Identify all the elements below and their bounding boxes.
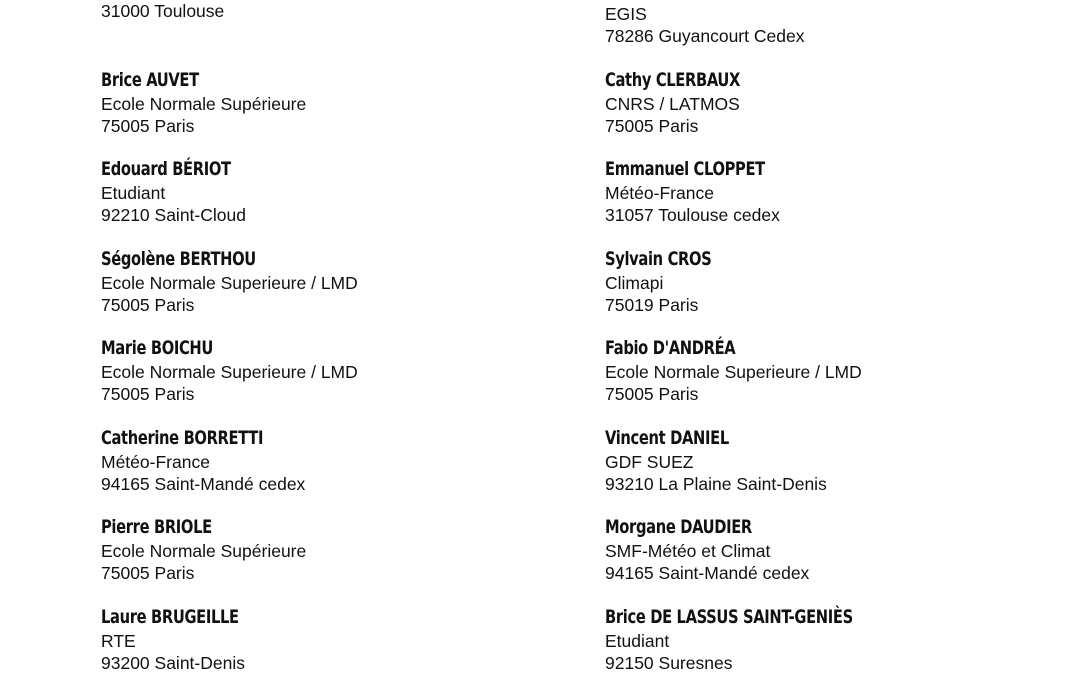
participant-address: 31000 Toulouse — [101, 0, 561, 22]
participant-entry — [101, 68, 561, 158]
participant-entry — [605, 157, 1065, 247]
participant-list-right-column — [605, 0, 1065, 694]
participant-organization: Etudiant — [101, 182, 561, 204]
participant-organization: Etudiant — [605, 630, 1065, 652]
participant-name: Edouard BÉRIOT — [101, 157, 497, 182]
participant-entry — [605, 336, 1065, 426]
participant-name: Marie BOICHU — [101, 336, 497, 361]
participant-organization: Météo-France — [605, 182, 1065, 204]
participant-address: 93200 Saint-Denis — [101, 652, 561, 674]
participant-organization: Ecole Normale Superieure / LMD — [101, 361, 561, 383]
participant-name: Brice DE LASSUS SAINT-GENIÈS — [605, 605, 1001, 630]
participant-address: 94165 Saint-Mandé cedex — [101, 473, 561, 495]
participant-entry — [101, 157, 561, 247]
participant-entry — [101, 515, 561, 605]
participant-entry — [605, 0, 1065, 68]
participant-organization: RTE — [101, 630, 561, 652]
participant-entry — [605, 605, 1065, 694]
participant-entry — [605, 426, 1065, 516]
participant-organization: Ecole Normale Supérieure — [101, 540, 561, 562]
participant-address: 75005 Paris — [101, 562, 561, 584]
participant-name — [605, 0, 1001, 3]
participant-name: Cathy CLERBAUX — [605, 68, 1001, 93]
participant-name: Sylvain CROS — [605, 247, 1001, 272]
participant-address: 75005 Paris — [101, 294, 561, 316]
participant-list-left-column — [101, 0, 561, 694]
participant-entry — [605, 515, 1065, 605]
participant-address: 78286 Guyancourt Cedex — [605, 25, 1065, 47]
participant-entry — [101, 0, 561, 68]
participant-address: 31057 Toulouse cedex — [605, 204, 1065, 226]
participant-organization: CNRS / LATMOS — [605, 93, 1065, 115]
participant-address: 92150 Suresnes — [605, 652, 1065, 674]
participant-entry — [101, 426, 561, 516]
participant-name: Laure BRUGEILLE — [101, 605, 497, 630]
participant-address: 75019 Paris — [605, 294, 1065, 316]
participant-organization: Ecole Normale Superieure / LMD — [101, 272, 561, 294]
participant-entry — [101, 605, 561, 694]
participant-address: 75005 Paris — [101, 115, 561, 137]
participant-name: Pierre BRIOLE — [101, 515, 497, 540]
participant-name: Morgane DAUDIER — [605, 515, 1001, 540]
participant-name: Ségolène BERTHOU — [101, 247, 497, 272]
participant-name: Vincent DANIEL — [605, 426, 1001, 451]
participant-address: 94165 Saint-Mandé cedex — [605, 562, 1065, 584]
participant-address: 75005 Paris — [605, 383, 1065, 405]
participant-organization: SMF-Météo et Climat — [605, 540, 1065, 562]
participant-name: Emmanuel CLOPPET — [605, 157, 1001, 182]
participant-address: 93210 La Plaine Saint-Denis — [605, 473, 1065, 495]
participant-name: Fabio D'ANDRÉA — [605, 336, 1001, 361]
participant-address: 75005 Paris — [605, 115, 1065, 137]
participant-address: 92210 Saint-Cloud — [101, 204, 561, 226]
participant-organization: Ecole Normale Supérieure — [101, 93, 561, 115]
participant-entry — [605, 68, 1065, 158]
participant-organization: GDF SUEZ — [605, 451, 1065, 473]
participant-organization: Climapi — [605, 272, 1065, 294]
participant-organization: EGIS — [605, 3, 1065, 25]
participant-organization: Météo-France — [101, 451, 561, 473]
participant-entry — [605, 247, 1065, 337]
participant-entry — [101, 247, 561, 337]
participant-name: Catherine BORRETTI — [101, 426, 497, 451]
participant-entry — [101, 336, 561, 426]
participant-address: 75005 Paris — [101, 383, 561, 405]
participant-name: Brice AUVET — [101, 68, 497, 93]
participant-organization: Ecole Normale Superieure / LMD — [605, 361, 1065, 383]
